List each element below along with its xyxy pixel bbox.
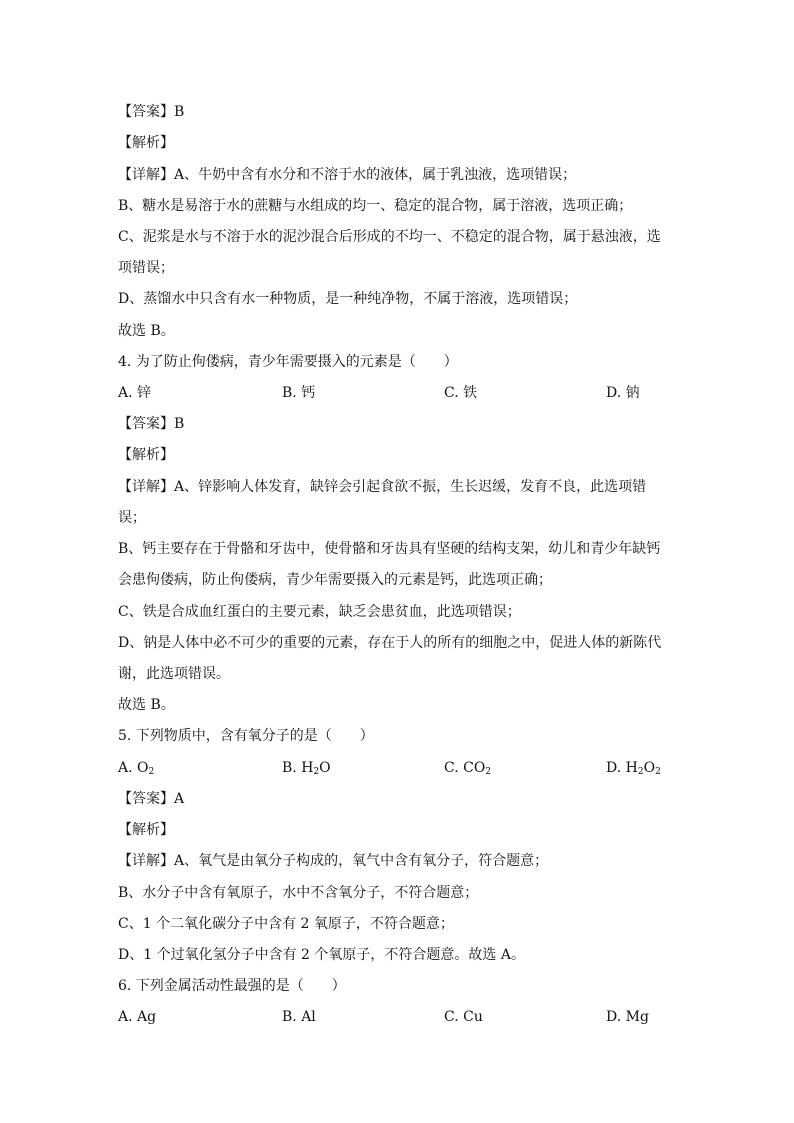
- q5-option-c: C. $CO_2$: [444, 760, 492, 777]
- q6-option-b: B. Al: [282, 1009, 316, 1025]
- q5-option-d: D. $H_2O_2$: [606, 760, 661, 777]
- q4-option-c: C. 铁: [444, 385, 478, 401]
- q3-detail-line: D、蒸馏水中只含有水一种物质，是一种纯净物，不属于溶液，选项错误；: [118, 291, 578, 307]
- q4-detail-line: 【详解】A、锌影响人体发育，缺锌会引起食欲不振，生长迟缓，发育不良，此选项错: [118, 479, 647, 495]
- q5-detail-line: C、1 个二氧化碳分子中含有 2 氧原子，不符合题意；: [118, 916, 454, 932]
- q5-analysis-heading: 【解析】: [118, 822, 174, 838]
- q4-answer: 【答案】B: [118, 416, 185, 432]
- q4-detail-line: 谢，此选项错误。: [118, 666, 230, 682]
- q4-detail-line: C、铁是合成血红蛋白的主要元素，缺乏会患贫血，此选项错误；: [118, 604, 521, 620]
- q6-option-a: A. Ag: [118, 1009, 157, 1025]
- q3-analysis-heading: 【解析】: [118, 135, 174, 151]
- q3-detail-line: 【详解】A、牛奶中含有水分和不溶于水的液体，属于乳浊液，选项错误；: [118, 167, 577, 183]
- q4-detail-line: D、钠是人体中必不可少的重要的元素，存在于人的所有的细胞之中，促进人体的新陈代: [118, 635, 662, 651]
- q3-detail-line: C、泥浆是水与不溶于水的泥沙混合后形成的不均一、不稳定的混合物，属于悬浊液，选: [118, 229, 661, 245]
- q3-answer: 【答案】B: [118, 104, 185, 120]
- q5-option-a: A. $O_2$: [118, 760, 155, 777]
- q3-detail-line: 项错误；: [118, 260, 174, 276]
- q4-analysis-heading: 【解析】: [118, 447, 174, 463]
- q5-stem: 5. 下列物质中，含有氧分子的是（ ）: [118, 728, 374, 744]
- q4-option-d: D. 钠: [606, 385, 640, 401]
- q5-detail-line: B、水分子中含有氧原子，水中不含氧分子，不符合题意；: [118, 885, 479, 901]
- q4-detail-line: 会患佝偻病，防止佝偻病，青少年需要摄入的元素是钙，此选项正确；: [118, 572, 552, 588]
- q6-option-c: C. Cu: [444, 1009, 483, 1025]
- q6-stem: 6. 下列金属活动性最强的是（ ）: [118, 978, 346, 994]
- q5-detail-line: 【详解】A、氧气是由氧分子构成的，氧气中含有氧分子，符合题意；: [118, 853, 549, 869]
- q4-detail-line: B、钙主要存在于骨骼和牙齿中，使骨骼和牙齿具有坚硬的结构支架，幼儿和青少年缺钙: [118, 541, 661, 557]
- q4-stem: 4. 为了防止佝偻病，青少年需要摄入的元素是（ ）: [118, 354, 458, 370]
- q4-option-a: A. 锌: [118, 385, 152, 401]
- q3-conclusion: 故选 B。: [118, 323, 175, 339]
- q3-detail-line: B、糖水是易溶于水的蔗糖与水组成的均一、稳定的混合物，属于溶液，选项正确；: [118, 198, 633, 214]
- q5-answer: 【答案】A: [118, 791, 185, 807]
- q5-detail-line: D、1 个过氧化氢分子中含有 2 个氧原子，不符合题意。故选 A。: [118, 947, 525, 963]
- q4-option-b: B. 钙: [282, 385, 316, 401]
- q4-conclusion: 故选 B。: [118, 697, 175, 713]
- q5-option-b: B. $H_2O$: [282, 760, 331, 777]
- q6-option-d: D. Mg: [606, 1009, 649, 1025]
- q4-detail-line: 误；: [118, 510, 146, 526]
